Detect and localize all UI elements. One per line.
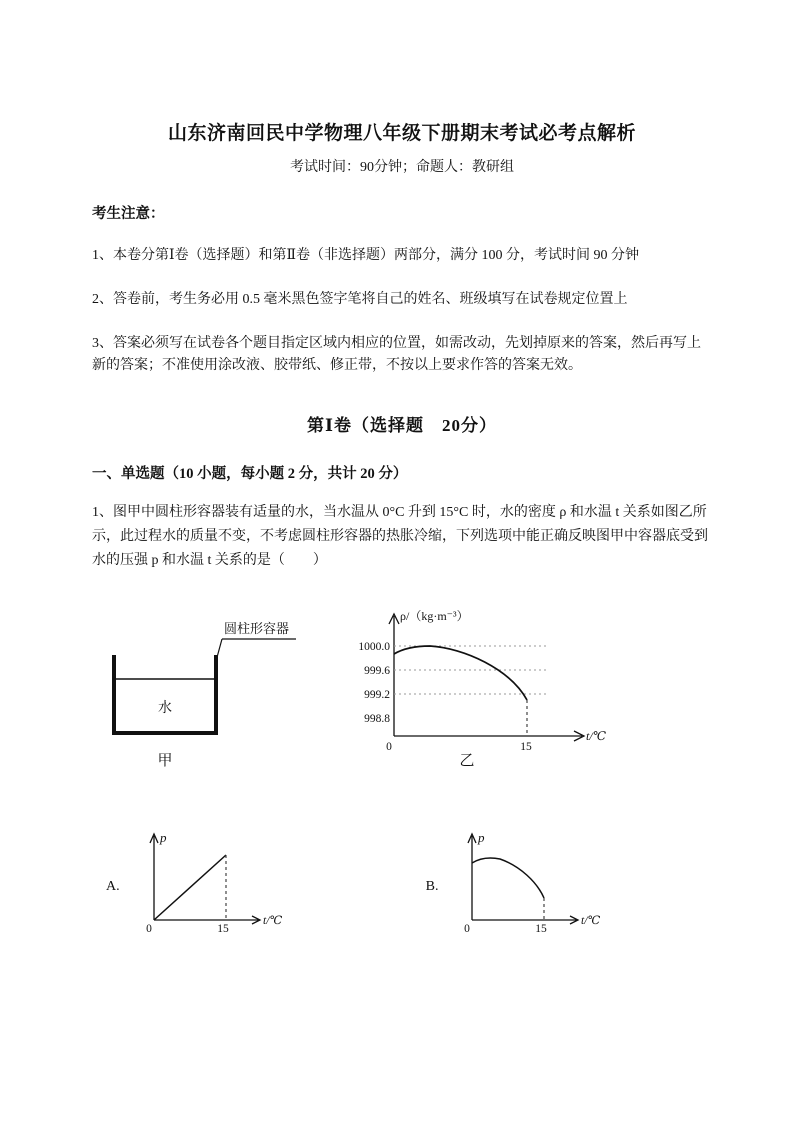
xtick-0: 0 xyxy=(464,922,471,935)
figure-yi xyxy=(342,603,612,773)
ytick-999-6: 999.6 xyxy=(364,664,390,677)
x-axis-label: t/℃ xyxy=(586,728,607,743)
option-b xyxy=(426,825,605,940)
pressure-line xyxy=(154,855,226,920)
option-a-label: A. xyxy=(106,879,120,895)
figure-jia xyxy=(104,603,334,773)
container-annotation-label: 圆柱形容器 xyxy=(224,620,290,636)
figure-yi-caption: 乙 xyxy=(459,752,475,768)
container-outline xyxy=(114,655,216,733)
xtick-0: 0 xyxy=(145,922,152,935)
container-figure xyxy=(104,603,334,768)
y-axis-label: p xyxy=(478,829,485,845)
exam-meta: 考试时间：90分钟；命题人：教研组 xyxy=(290,160,514,175)
notice-item-1: 1、本卷分第Ⅰ卷（选择题）和第Ⅱ卷（非选择题）两部分，满分 100 分，考试时间 90 分钟 xyxy=(92,248,640,263)
x-axis-label: t/℃ xyxy=(581,914,601,927)
xtick-0: 0 xyxy=(386,740,392,753)
section-title: 第Ⅰ卷（选择题 20分） xyxy=(307,416,497,436)
pressure-curve xyxy=(472,858,544,898)
figure-jia-caption: 甲 xyxy=(157,752,173,768)
water-label: 水 xyxy=(158,700,172,716)
option-b-graph xyxy=(444,825,604,940)
question-1-figures xyxy=(92,603,712,773)
xtick-15: 15 xyxy=(535,922,548,935)
notice-item-3: 3、答案必须写在试卷各个题目指定区域内相应的位置，如需改动，先划掉原来的答案，然后再写上新的答案；不准使用涂改液、胶带纸、修正带，不按以上要求作答的答案无效。 xyxy=(92,336,701,374)
y-axis-label: p xyxy=(159,829,167,845)
question-1-options xyxy=(92,825,712,940)
option-a xyxy=(106,825,286,940)
ytick-998-8: 998.8 xyxy=(364,712,390,725)
x-axis-label: t/℃ xyxy=(262,914,282,927)
y-axis-label: ρ/（kg·m⁻³） xyxy=(400,608,469,623)
xtick-15: 15 xyxy=(520,740,532,753)
ytick-999-2: 999.2 xyxy=(364,688,390,701)
xtick-15: 15 xyxy=(216,922,229,935)
option-a-graph xyxy=(126,825,286,940)
option-b-label: B. xyxy=(425,879,439,895)
page-title: 山东济南回民中学物理八年级下册期末考试必考点解析 xyxy=(167,123,636,144)
density-graph xyxy=(342,603,612,768)
notice-item-2: 2、答卷前，考生务必用 0.5 毫米黑色签字笔将自己的姓名、班级填写在试卷规定位置上 xyxy=(92,292,628,308)
ytick-1000: 1000.0 xyxy=(358,640,390,653)
question-1-text: 1、图甲中圆柱形容器装有适量的水，当水温从 0°C 升到 15°C 时，水的密度 ρ 和水温 t 关系如图乙所示，此过程水的质量不变，不考虑圆柱形容器的热胀冷缩，下列选项中能正确反映图甲中容器底受到水的压强 p 和水温 t 关系的是（ ） xyxy=(92,505,708,569)
density-curve xyxy=(394,646,527,700)
subsection-title: 一、单选题（10 小题，每小题 2 分，共计 20 分） xyxy=(92,466,408,483)
notice-label: 考生注意： xyxy=(92,206,165,222)
